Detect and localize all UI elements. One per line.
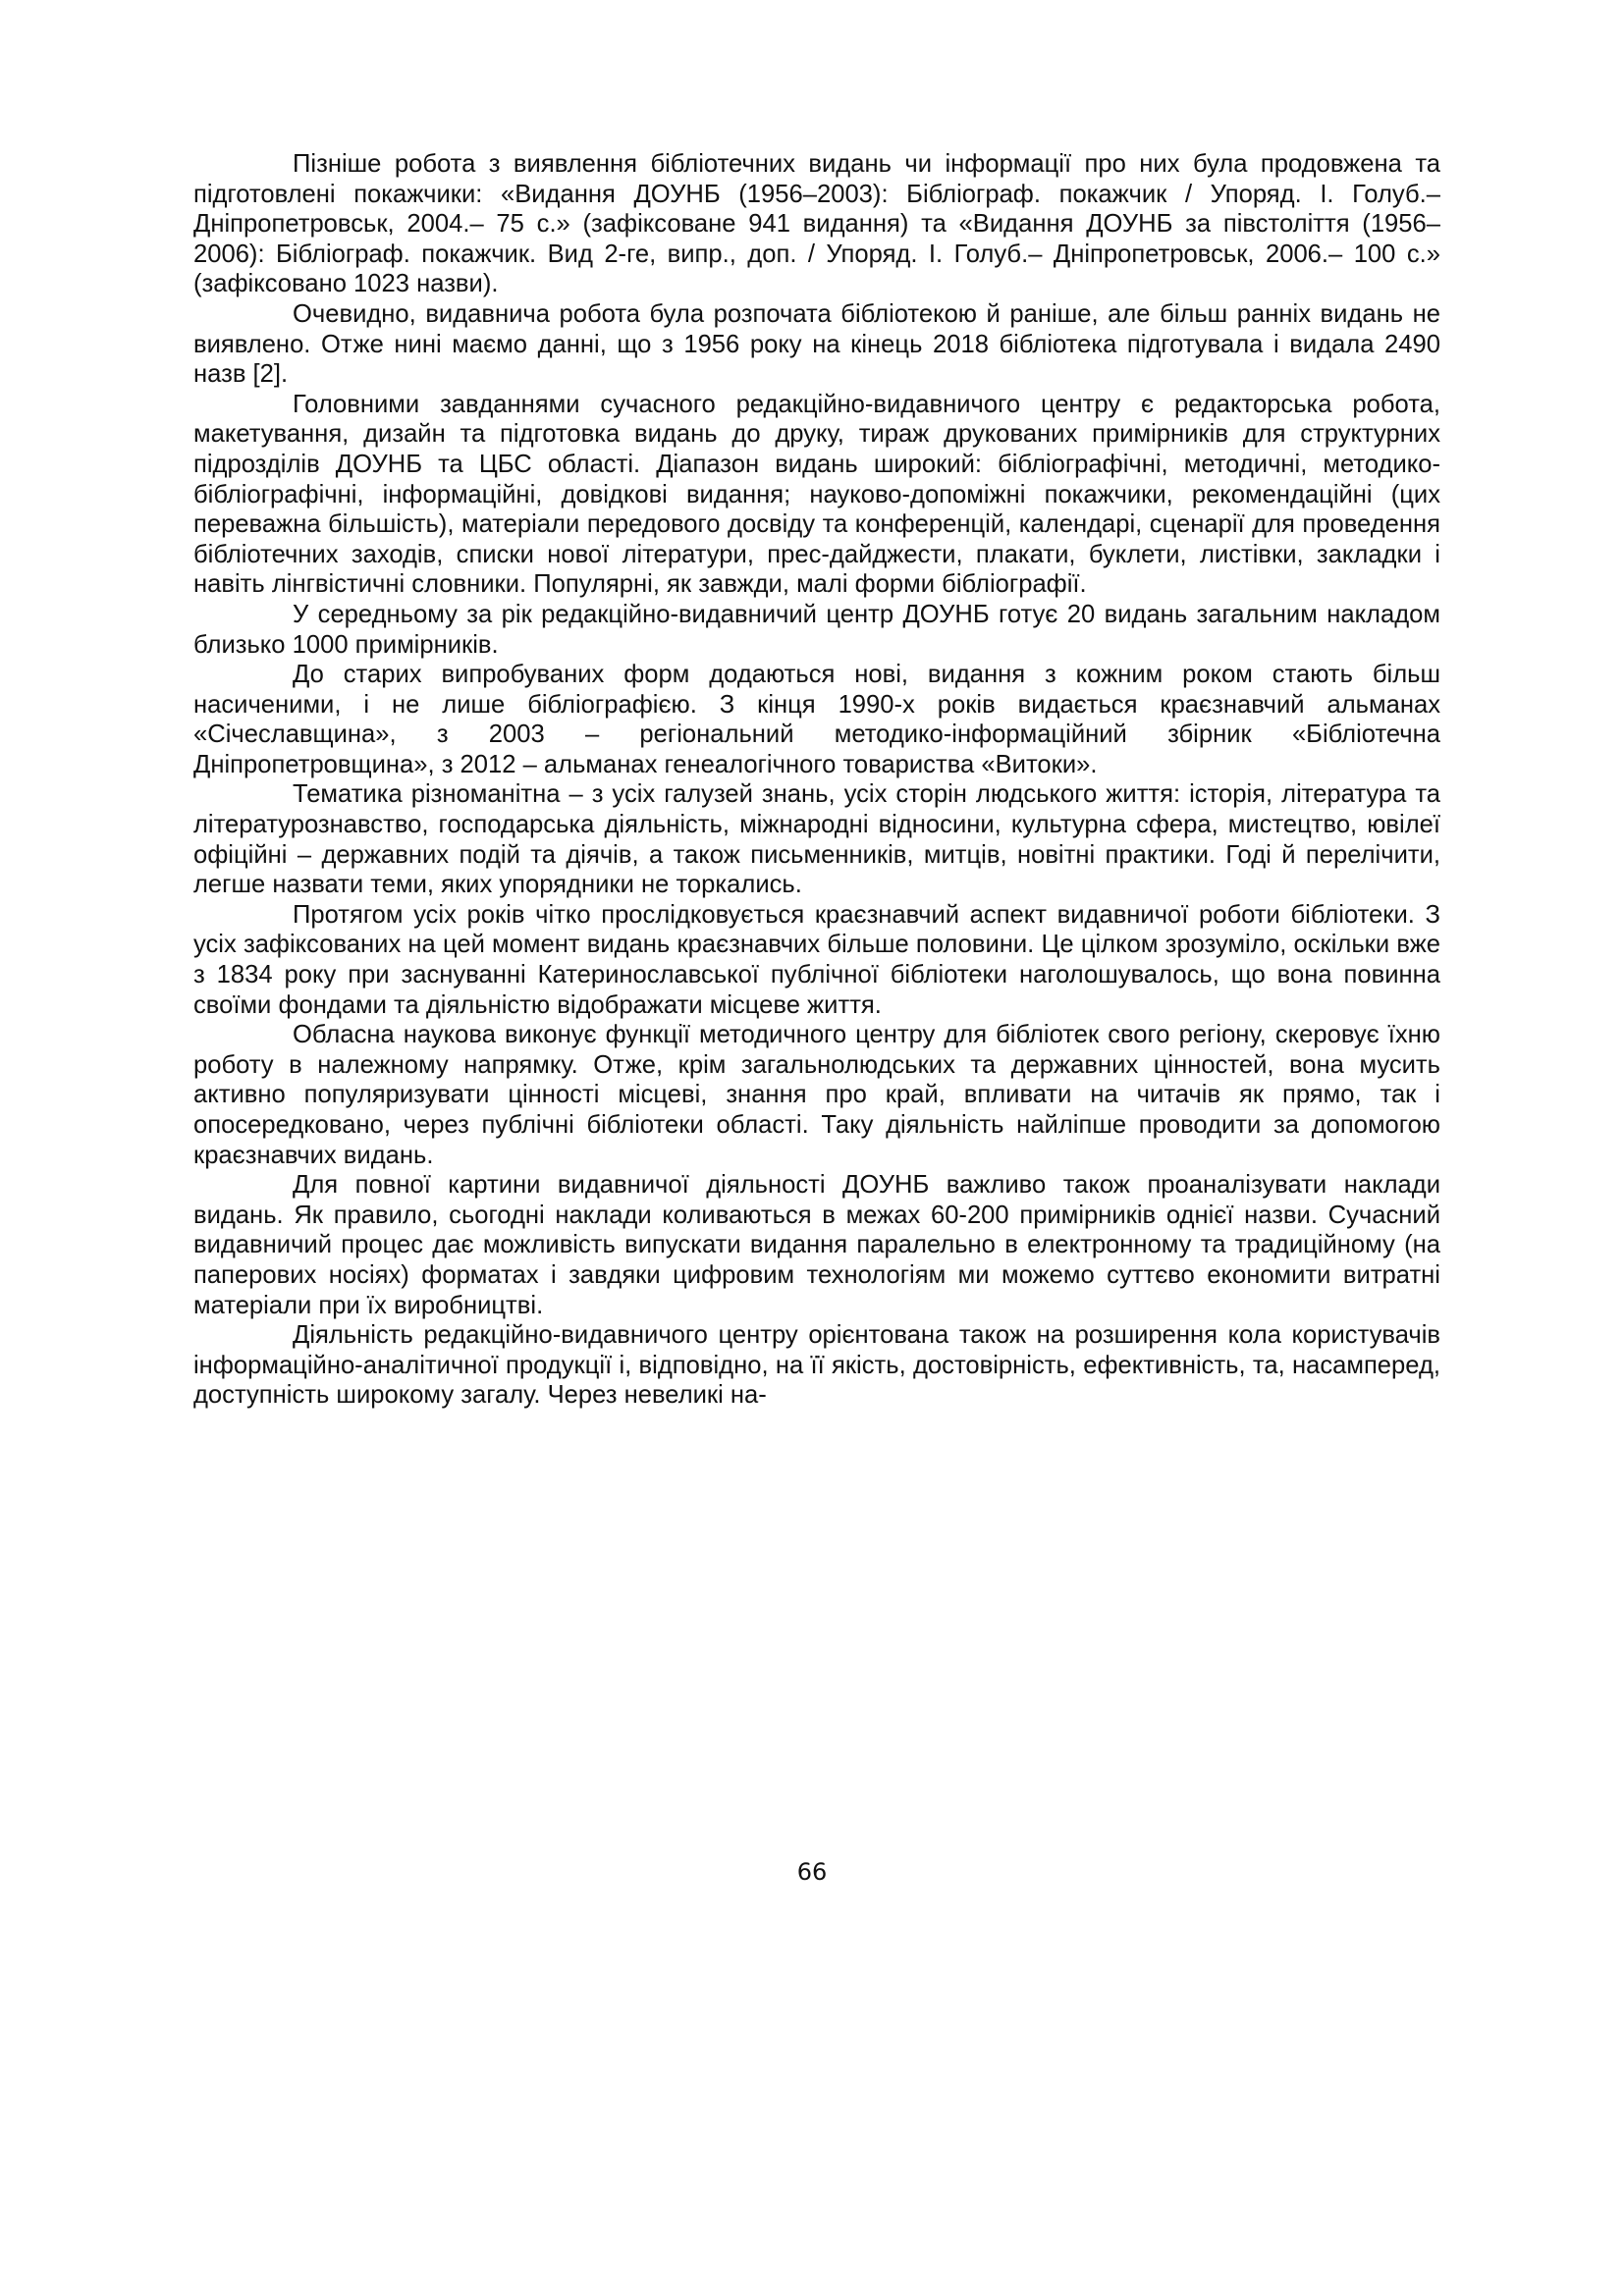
paragraph: Головними завданнями сучасного редакційно-видавничого центру є редакторська робота, макетування, дизайн та підготовка видань до друку, тираж друкованих примірників для структурних підрозділів ДОУНБ та ЦБС області. Діапазон видань широкий: бібліографічні, методичні, методико-бібліографічні, інформаційні, довідкові видання; науково-допоміжні покажчики, рекомендаційні (цих переважна більшість), матеріали передового досвіду та конференцій, календарі, сценарії для проведення бібліотечних заходів, списки нової літератури, прес-дайджести, плакати, буклети, листівки, закладки і навіть лінгвістичні словники. Популярні, як завжди, малі форми бібліографії. bbox=[193, 390, 1440, 599]
page-number: 66 bbox=[796, 1858, 828, 1886]
paragraph: Протягом усіх років чітко прослідковується краєзнавчий аспект видавничої роботи бібліотеки. З усіх зафіксованих на цей момент видань краєзнавчих більше половини. Це цілком зрозуміло, оскільки вже з 1834 року при заснуванні Катеринославської публічної бібліотеки наголошувалось, що вона повинна своїми фондами та діяльністю відображати місцеве життя. bbox=[193, 900, 1440, 1019]
body-text bbox=[193, 149, 1440, 1411]
paragraph: Очевидно, видавнича робота була розпочата бібліотекою й раніше, але більш ранніх видань не виявлено. Отже нині маємо данні, що з 1956 року на кінець 2018 бібліотека підготувала і видала 2490 назв [2]. bbox=[193, 299, 1440, 389]
paragraph: Тематика різноманітна – з усіх галузей знань, усіх сторін людського життя: історія, література та літературознавство, господарська діяльність, міжнародні відносини, культурна сфера, мистецтво, ювілеї офіційні – державних подій та діячів, а також письменників, митців, новітні практики. Годі й перелічити, легше назвати теми, яких упорядники не торкались. bbox=[193, 780, 1440, 899]
paragraph: У середньому за рік редакційно-видавничий центр ДОУНБ готує 20 видань загальним накладом близько 1000 примірників. bbox=[193, 600, 1440, 659]
paragraph: Для повної картини видавничої діяльності ДОУНБ важливо також проаналізувати наклади видань. Як правило, сьогодні наклади коливаються в межах 60-200 примірників однієї назви. Сучасний видавничий процес дає можливість випускати видання паралельно в електронному та традиційному (на паперових носіях) форматах і завдяки цифровим технологіям ми можемо суттєво економити витратні матеріали при їх виробництві. bbox=[193, 1171, 1440, 1319]
paragraph: Діяльність редакційно-видавничого центру орієнтована також на розширення кола користувачів інформаційно-аналітичної продукції і, відповідно, на її якість, достовірність, ефективність, та, насамперед, доступність широкому загалу. Через невеликі на- bbox=[193, 1321, 1440, 1410]
paragraph: До старих випробуваних форм додаються нові, видання з кожним роком стають більш насиченими, і не лише бібліографією. З кінця 1990-х років видається краєзнавчий альманах «Січеславщина», з 2003 – регіональний методико-інформаційний збірник «Бібліотечна Дніпропетровщина», з 2012 – альманах генеалогічного товариства «Витоки». bbox=[193, 661, 1440, 778]
paragraph: Пізніше робота з виявлення бібліотечних видань чи інформації про них була продовжена та підготовлені покажчики: «Видання ДОУНБ (1956–2003): Бібліограф. покажчик / Упоряд. І. Голуб.– Дніпропетровськ, 2004.– 75 с.» (зафіксоване 941 видання) та «Видання ДОУНБ за півстоліття (1956–2006): Бібліограф. покажчик. Вид 2-ге, випр., доп. / Упоряд. І. Голуб.– Дніпропетровськ, 2006.– 100 с.» (зафіксовано 1023 назви). bbox=[193, 150, 1440, 298]
paragraph: Обласна наукова виконує функції методичного центру для бібліотек свого регіону, скеровує їхню роботу в належному напрямку. Отже, крім загальнолюдських та державних цінностей, вона мусить активно популяризувати цінності місцеві, знання про край, впливати на читачів як прямо, так і опосередковано, через публічні бібліотеки області. Таку діяльність найліпше проводити за допомогою краєзнавчих видань. bbox=[193, 1021, 1440, 1169]
